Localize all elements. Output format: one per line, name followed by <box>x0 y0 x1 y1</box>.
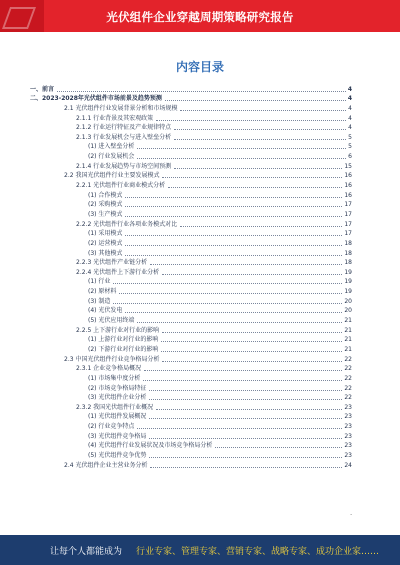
toc-leader-dots <box>149 418 342 419</box>
toc-leader-dots <box>125 235 342 236</box>
toc-leader-dots <box>113 303 342 304</box>
footer-banner <box>0 535 400 565</box>
toc-leader-dots <box>162 332 342 333</box>
toc-leader-dots <box>174 168 342 169</box>
toc-leader-dots <box>137 148 346 149</box>
toc-leader-dots <box>125 255 342 256</box>
toc-entry-page: 23 <box>344 403 352 411</box>
toc-entry[interactable] <box>30 84 352 94</box>
toc-entry-page: 20 <box>344 307 352 315</box>
toc-leader-dots <box>119 293 342 294</box>
toc-entry-title: 2.1.3 行业发展机会与进入壁垒分析 <box>76 133 172 141</box>
toc-entry-page: 18 <box>344 259 352 267</box>
toc-entry-title: 2.3.1 企业竞争格局概况 <box>76 365 142 373</box>
toc-leader-dots <box>125 206 342 207</box>
toc-entry-page: 17 <box>344 230 352 238</box>
toc-entry[interactable] <box>30 113 352 123</box>
toc-entry-title: (2) 行业竞争特点 <box>88 423 135 431</box>
toc-entry-page: 16 <box>344 182 352 190</box>
toc-entry-page: 16 <box>344 172 352 180</box>
toc-entry-title: (1) 光伏组件发展概况 <box>88 413 147 421</box>
toc-leader-dots <box>149 390 342 391</box>
toc-entry-page: 4 <box>348 104 352 112</box>
toc-leader-dots <box>161 341 342 342</box>
table-of-contents <box>30 84 352 470</box>
report-title: 光伏组件企业穿越周期策略研究报告 <box>106 10 294 24</box>
toc-entry-page: 18 <box>344 249 352 257</box>
toc-entry-page: 4 <box>348 124 352 132</box>
toc-entry[interactable] <box>30 296 352 306</box>
toc-leader-dots <box>215 447 342 448</box>
toc-entry-title: 2.4 光伏组件企业主营业务分析 <box>64 461 148 469</box>
toc-entry-page: 18 <box>344 239 352 247</box>
toc-entry[interactable] <box>30 151 352 161</box>
toc-entry-page: 22 <box>344 374 352 382</box>
toc-entry-title: 2.2.5 上下游行业对行业的影响 <box>76 326 160 334</box>
toc-entry-title: 一、前言 <box>30 85 55 93</box>
toc-leader-dots <box>137 428 342 429</box>
toc-entry[interactable] <box>30 315 352 325</box>
toc-leader-dots <box>156 120 346 121</box>
page-marker: - <box>350 512 352 518</box>
toc-entry-page: 6 <box>348 153 352 161</box>
toc-leader-dots <box>168 187 342 188</box>
toc-entry[interactable] <box>30 132 352 142</box>
toc-entry[interactable] <box>30 267 352 277</box>
toc-entry-page: 20 <box>344 297 352 305</box>
toc-entry-title: 2.2 我国光伏组件行业主要发展模式 <box>64 172 160 180</box>
toc-entry-title: (3) 光伏组件竞争格局 <box>88 432 147 440</box>
toc-entry[interactable] <box>30 200 352 210</box>
toc-entry-title: (3) 光伏组件企业分析 <box>88 394 147 402</box>
toc-entry-page: 15 <box>344 162 352 170</box>
toc-entry-page: 5 <box>348 143 352 151</box>
toc-entry-title: (2) 市场竞争格局特征 <box>88 384 147 392</box>
toc-entry-title: (2) 采购模式 <box>88 201 123 209</box>
toc-entry-title: (3) 生产模式 <box>88 210 123 218</box>
toc-entry[interactable] <box>30 306 352 316</box>
toc-entry[interactable] <box>30 286 352 296</box>
toc-entry-title: 2.1 光伏组件行业发展背景分析和市场规模 <box>64 104 178 112</box>
toc-entry[interactable] <box>30 364 352 374</box>
toc-leader-dots <box>57 91 346 92</box>
toc-entry-page: 22 <box>344 394 352 402</box>
toc-entry-title: (1) 进入壁垒分析 <box>88 143 135 151</box>
toc-entry-title: (2) 行业发展机会 <box>88 153 135 161</box>
toc-entry-title: (4) 光伏组件行业发展状况及市场竞争格局分析 <box>88 442 213 450</box>
toc-entry[interactable] <box>30 344 352 354</box>
toc-entry[interactable] <box>30 402 352 412</box>
toc-entry-title: (2) 运营模式 <box>88 239 123 247</box>
toc-entry-title: (2) 下游行业对行业的影响 <box>88 345 159 353</box>
toc-leader-dots <box>180 226 342 227</box>
toc-entry[interactable] <box>30 161 352 171</box>
footer-slogan-left: 让每个人都能成为 <box>50 547 123 557</box>
toc-leader-dots <box>137 322 342 323</box>
toc-entry[interactable] <box>30 431 352 441</box>
toc-entry-title: 2.2.4 光伏组件上下游行业分析 <box>76 268 160 276</box>
toc-entry-title: (1) 市场集中度分析 <box>88 374 141 382</box>
toc-entry-page: 23 <box>344 442 352 450</box>
toc-entry[interactable] <box>30 123 352 133</box>
toc-entry[interactable] <box>30 383 352 393</box>
toc-leader-dots <box>113 283 342 284</box>
toc-leader-dots <box>180 110 346 111</box>
toc-entry[interactable] <box>30 219 352 229</box>
toc-leader-dots <box>174 139 346 140</box>
toc-entry-page: 23 <box>344 413 352 421</box>
toc-entry-page: 22 <box>344 365 352 373</box>
toc-leader-dots <box>149 399 342 400</box>
toc-entry-page: 4 <box>348 114 352 122</box>
toc-entry-title: 2.3.2 我国光伏组件行业概况 <box>76 403 154 411</box>
toc-entry-page: 16 <box>344 191 352 199</box>
toc-entry[interactable] <box>30 354 352 364</box>
toc-leader-dots <box>137 158 346 159</box>
toc-entry-page: 22 <box>344 355 352 363</box>
toc-entry-title: 2.2.3 光伏组件产业链分析 <box>76 259 148 267</box>
toc-entry-title: (4) 光伏发电 <box>88 307 123 315</box>
toc-entry-title: (1) 上游行业对行业的影响 <box>88 336 159 344</box>
toc-entry[interactable] <box>30 412 352 422</box>
toc-entry[interactable] <box>30 421 352 431</box>
toc-entry[interactable] <box>30 171 352 181</box>
toc-entry-page: 17 <box>344 201 352 209</box>
toc-entry-title: 2.1.1 行业背景及其宏观政策 <box>76 114 154 122</box>
toc-entry-page: 4 <box>347 85 352 93</box>
toc-entry[interactable] <box>30 393 352 403</box>
toc-entry[interactable] <box>30 460 352 470</box>
toc-entry[interactable] <box>30 103 352 113</box>
toc-entry-title: 2.1.2 行业运行特征及产业规律特点 <box>76 124 172 132</box>
toc-entry-page: 19 <box>344 288 352 296</box>
toc-leader-dots <box>149 438 342 439</box>
toc-entry[interactable] <box>30 258 352 268</box>
toc-entry[interactable] <box>30 94 352 104</box>
toc-leader-dots <box>161 351 342 352</box>
toc-entry-page: 23 <box>344 451 352 459</box>
toc-entry[interactable] <box>30 325 352 335</box>
toc-entry-title: (1) 行业 <box>88 278 111 286</box>
toc-entry-title: 2.1.4 行业发展趋势与市场空间预测 <box>76 162 172 170</box>
toc-leader-dots <box>143 380 342 381</box>
toc-entry-page: 5 <box>348 133 352 141</box>
toc-entry-title: (2) 原材料 <box>88 288 117 296</box>
toc-leader-dots <box>125 245 342 246</box>
toc-entry[interactable] <box>30 238 352 248</box>
toc-entry[interactable] <box>30 180 352 190</box>
toc-entry-title: 2.3 中国光伏组件行业竞争格局分析 <box>64 355 160 363</box>
toc-entry-title: (5) 光伏应用终端 <box>88 317 135 325</box>
toc-entry-page: 24 <box>344 461 352 469</box>
toc-entry-page: 23 <box>344 432 352 440</box>
toc-entry[interactable] <box>30 190 352 200</box>
toc-entry-page: 21 <box>344 345 352 353</box>
toc-entry-title: (3) 其他模式 <box>88 249 123 257</box>
toc-entry-title: 2.2.1 光伏组件行业商业模式分析 <box>76 182 166 190</box>
toc-entry[interactable] <box>30 209 352 219</box>
toc-entry-page: 21 <box>344 317 352 325</box>
toc-entry-page: 19 <box>344 278 352 286</box>
footer-slogan-right: 行业专家、管理专家、营销专家、战略专家、成功企业家…… <box>136 547 380 557</box>
toc-leader-dots <box>174 129 346 130</box>
toc-entry-title: (3) 制造 <box>88 297 111 305</box>
toc-leader-dots <box>149 457 342 458</box>
toc-leader-dots <box>162 274 342 275</box>
toc-entry[interactable] <box>30 373 352 383</box>
toc-leader-dots <box>162 361 342 362</box>
toc-entry[interactable] <box>30 277 352 287</box>
toc-leader-dots <box>156 409 342 410</box>
toc-entry-page: 21 <box>344 336 352 344</box>
toc-entry-title: 2.2.2 光伏组件行业各项业务模式对比 <box>76 220 178 228</box>
toc-leader-dots <box>165 100 346 101</box>
toc-entry-page: 22 <box>344 384 352 392</box>
toc-leader-dots <box>125 197 342 198</box>
toc-leader-dots <box>150 264 342 265</box>
toc-entry[interactable] <box>30 248 352 258</box>
toc-entry-page: 23 <box>344 423 352 431</box>
report-header <box>0 0 400 32</box>
toc-entry-title: (1) 采用模式 <box>88 230 123 238</box>
toc-entry[interactable] <box>30 229 352 239</box>
toc-leader-dots <box>144 370 342 371</box>
toc-leader-dots <box>125 312 342 313</box>
toc-entry-page: 21 <box>344 326 352 334</box>
toc-entry[interactable] <box>30 335 352 345</box>
toc-entry-title: (1) 合作模式 <box>88 191 123 199</box>
toc-entry[interactable] <box>30 142 352 152</box>
toc-leader-dots <box>162 177 342 178</box>
toc-entry-page: 17 <box>344 210 352 218</box>
toc-leader-dots <box>125 216 342 217</box>
toc-leader-dots <box>150 467 342 468</box>
toc-entry-title: 二、2023-2028年光伏组件市场前景及趋势预测 <box>30 95 162 103</box>
toc-entry-page: 4 <box>347 95 352 103</box>
toc-entry-page: 17 <box>344 220 352 228</box>
toc-entry[interactable] <box>30 450 352 460</box>
toc-entry-title: (5) 光伏组件竞争优势 <box>88 451 147 459</box>
toc-entry[interactable] <box>30 441 352 451</box>
toc-entry-page: 19 <box>344 268 352 276</box>
toc-heading: 内容目录 <box>175 60 224 74</box>
